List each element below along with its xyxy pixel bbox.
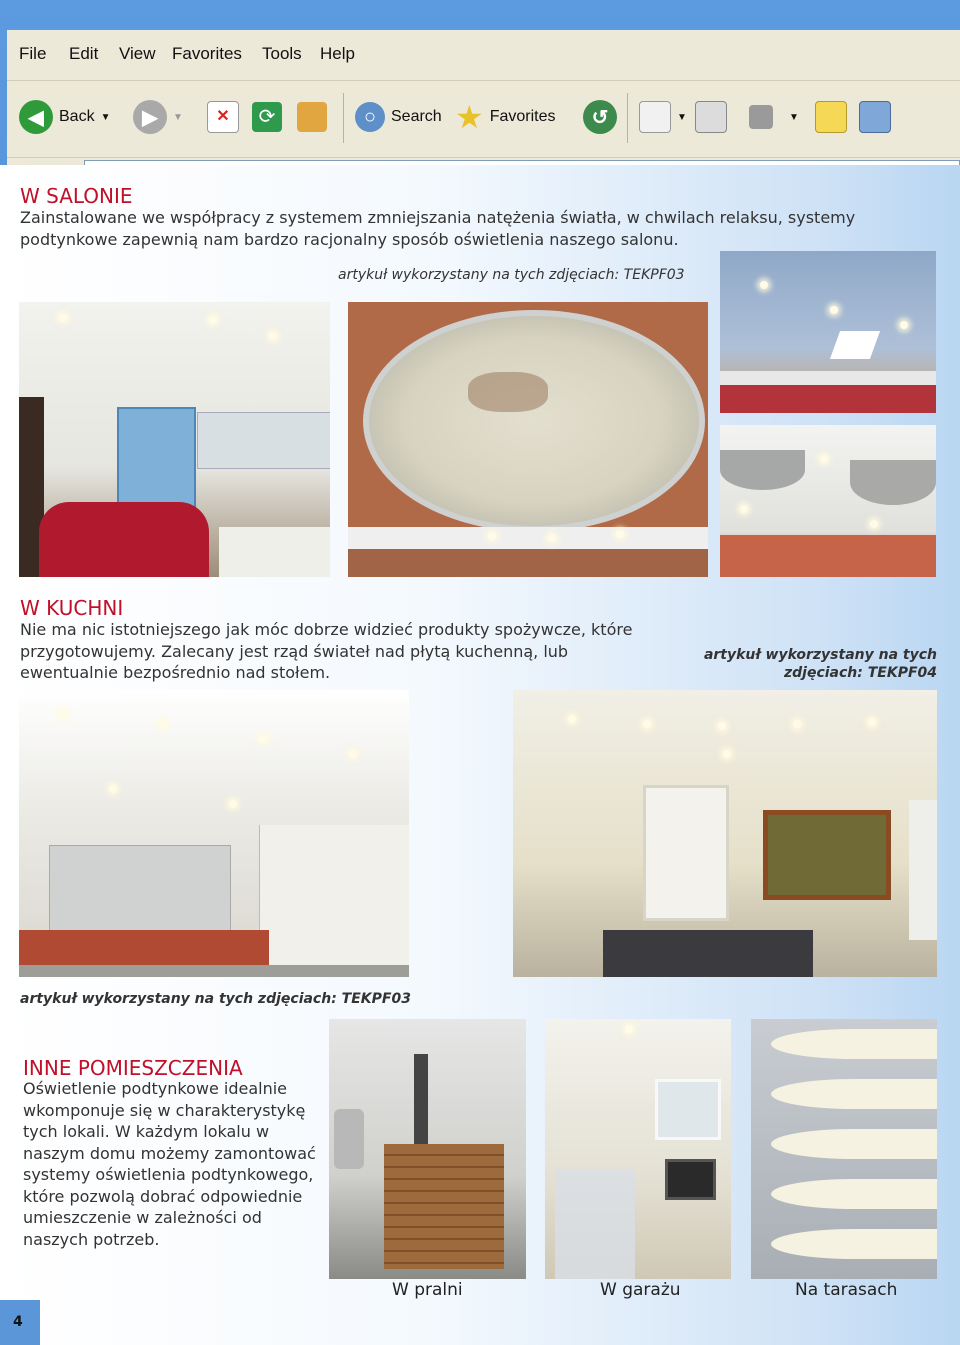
edit-button[interactable] (749, 95, 799, 139)
kitchen-photo (19, 690, 409, 977)
other-rooms-text: Oświetlenie podtynkowe idealnie wkomponuje się w charakterystykę tych lokali. W każdym lokalu w naszym domu możemy zamontować systemy oświetlenia podtynkowego, które pozwolą dobrać odpowiednie umieszczenie w zależności od naszych potrzeb. (23, 1079, 316, 1249)
research-button[interactable] (859, 95, 891, 139)
ceiling-arches-photo (720, 425, 936, 577)
mail-button[interactable] (639, 95, 687, 139)
home-button[interactable] (297, 95, 327, 139)
page-number-tab (0, 1300, 40, 1345)
garage-photo (329, 1019, 526, 1279)
menu-file[interactable]: File (19, 44, 47, 63)
kitchen-caption-right (700, 647, 937, 681)
printer-icon (695, 101, 727, 133)
menu-bar (7, 30, 960, 81)
back-label: Back (59, 108, 95, 125)
stop-button[interactable] (207, 95, 239, 139)
dropdown-arrow-icon: ▼ (789, 111, 799, 123)
salon-text: Zainstalowane we współpracy z systemem zmniejszania natężenia światła, w chwilach relaksu, systemy podtynkowe zapewnią nam bardzo racjonalny sposób oświetlenia naszego salonu. (20, 208, 856, 249)
dropdown-arrow-icon: ▼ (173, 111, 183, 123)
stop-icon: ✕ (207, 101, 239, 133)
kitchen-text: Nie ma nic istotniejszego jak móc dobrze widzieć produkty spożywcze, które przygotowujemy. Zalecany jest rząd świateł nad płytą kuchenną, lub ewentualnie bezpośrednio nad stołem. (20, 620, 633, 682)
page-content (0, 165, 960, 1345)
edit-icon (749, 105, 773, 129)
label-terrace: Na tarasach (795, 1280, 898, 1300)
label-laundry: W pralni (392, 1280, 463, 1300)
salon-heading: W SALONIE (20, 184, 133, 208)
note-icon (815, 101, 847, 133)
menu-help[interactable]: Help (320, 44, 355, 63)
favorites-label: Favorites (489, 108, 556, 125)
history-icon: ↺ (583, 100, 617, 134)
search-icon: ○ (355, 102, 385, 132)
toolbar-separator (627, 93, 628, 143)
star-icon: ★ (455, 99, 484, 135)
research-icon (859, 101, 891, 133)
refresh-icon: ⟳ (252, 102, 282, 132)
toolbar-separator (343, 93, 344, 143)
search-label: Search (391, 108, 442, 125)
mail-icon (639, 101, 671, 133)
menu-tools[interactable]: Tools (262, 44, 302, 63)
menu-favorites[interactable]: Favorites (172, 44, 242, 63)
history-button[interactable] (583, 95, 617, 139)
back-button[interactable] (19, 95, 110, 139)
discuss-button[interactable] (815, 95, 847, 139)
salon-caption: artykuł wykorzystany na tych zdjęciach: TEKPF03 (338, 267, 685, 283)
page-number: 4 (13, 1314, 23, 1330)
ceiling-blue-photo (720, 251, 936, 413)
dropdown-arrow-icon: ▼ (677, 111, 687, 123)
kitchen-heading: W KUCHNI (20, 596, 124, 620)
kitchen-caption-bottom: artykuł wykorzystany na tych zdjęciach: TEKPF03 (20, 991, 411, 1007)
back-arrow-icon: ◀ (19, 100, 53, 134)
caption-line-1: artykuł wykorzystany na tych (703, 647, 937, 663)
home-icon (297, 102, 327, 132)
living-room-photo (19, 302, 330, 577)
refresh-button[interactable] (252, 95, 282, 139)
toolbar (7, 81, 960, 158)
forward-button[interactable] (133, 95, 183, 139)
menu-view[interactable]: View (119, 44, 156, 63)
search-button[interactable] (355, 95, 442, 139)
menu-edit[interactable]: Edit (69, 44, 99, 63)
laundry-photo (545, 1019, 731, 1279)
forward-arrow-icon: ▶ (133, 100, 167, 134)
label-garage: W garażu (600, 1280, 681, 1300)
caption-line-2: zdjęciach: TEKPF04 (783, 665, 937, 681)
dropdown-arrow-icon: ▼ (100, 111, 111, 123)
dining-room-photo (513, 690, 937, 977)
ceiling-fresco-photo (348, 302, 708, 577)
other-rooms-heading: INNE POMIESZCZENIA (23, 1056, 243, 1080)
print-button[interactable] (695, 95, 727, 139)
terrace-photo (751, 1019, 937, 1279)
favorites-button[interactable] (455, 95, 555, 139)
